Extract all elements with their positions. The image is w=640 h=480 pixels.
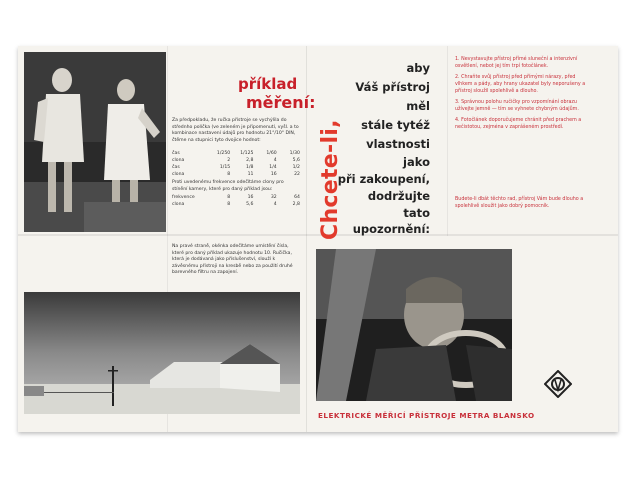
measurement-heading: měření: (246, 93, 316, 112)
driver-photo (316, 249, 512, 401)
table-paragraph: Proti uvedenému frekvence odečítáme clony pro stínění kamery, které pro daný příklad jsou: (172, 180, 284, 192)
question-line: při zakoupení, (337, 172, 430, 186)
question-line: upozornění: (352, 222, 430, 236)
table-row: čas 1/250 1/125 1/60 1/30 (172, 151, 300, 156)
question-line: jako (403, 155, 430, 169)
question-line: aby (406, 61, 430, 75)
table-row: frekvence 8 16 32 64 (172, 195, 300, 200)
table-row: clona 2 2,8 4 5,6 (172, 158, 300, 163)
table-row: clona 8 11 16 22 (172, 172, 300, 177)
list-item: 2. Chraňte svůj přístroj před přímými nárazy, před vlhkem a pády, aby hrany ukazatel byly neporušeny a přístroj sloužil spolehlivě a dlouho. (455, 75, 586, 94)
metra-logo-icon (544, 370, 572, 402)
rules-list (455, 56, 589, 135)
table-row: čas 1/15 1/8 1/4 1/2 (172, 165, 300, 170)
vertical-title: Chcete-li, (318, 119, 343, 240)
vertical-fold-3 (447, 46, 448, 236)
list-item: 1. Nevystavujte přístroj přímé sluneční a intenzivní osvětlení, nebot jej tím trpí fotočlánek. (455, 57, 578, 69)
brand-footer: ELEKTRICKÉ MĚŘICÍ PŘÍSTROJE METRA BLANSKO (318, 411, 535, 420)
question-line: tato (403, 206, 430, 220)
rules-footer: Budete-li dbát těchto rad, přístroj Vám bude dlouho a spolehlivě sloužit jako dobrý pomocník. (455, 197, 584, 209)
measurement-table (172, 150, 300, 208)
question-line: stále tytéž (361, 118, 430, 132)
example-heading: příklad (238, 75, 298, 93)
actors-photo (24, 52, 166, 232)
table-row: clona 8 5,6 4 2,8 (172, 202, 300, 207)
question-line: Váš přístroj (355, 80, 430, 94)
landscape-photo (24, 292, 300, 414)
bottom-paragraph: Na pravé straně, okénka odečítáme umístění čísla, které pro daný příklad ukazuje hodnotu 10. Ručička, která je dodávaná jako příslušenství, slouží k závěsnému přístroji na kresbě nebo za použití druhé barevného filtru na zapojení. (172, 244, 293, 276)
question-line: měl (406, 99, 430, 113)
list-item: 4. Fotočlánek doporučujeme chránit před prachem a nečistotou, zejména v zaprášeném prostředí. (455, 118, 582, 130)
question-line: dodržujte (367, 189, 430, 203)
list-item: 3. Správnou polohu ručičky pro vzpomínání obrazu užívejte jemně — tím se vyhnete chybným údajům. (455, 100, 579, 112)
measurement-paragraph: Za předpokladu, že ručka přístroje se vychýlila do střednho políčka (ve zeleném je připomenutí, vyšl. a to kombinace nastavení údajů pro hodnotu 21°/10° DIN, čtěme na stupnici tyto dvojice hodnot: (172, 118, 299, 143)
question-line: vlastnosti (366, 137, 430, 151)
